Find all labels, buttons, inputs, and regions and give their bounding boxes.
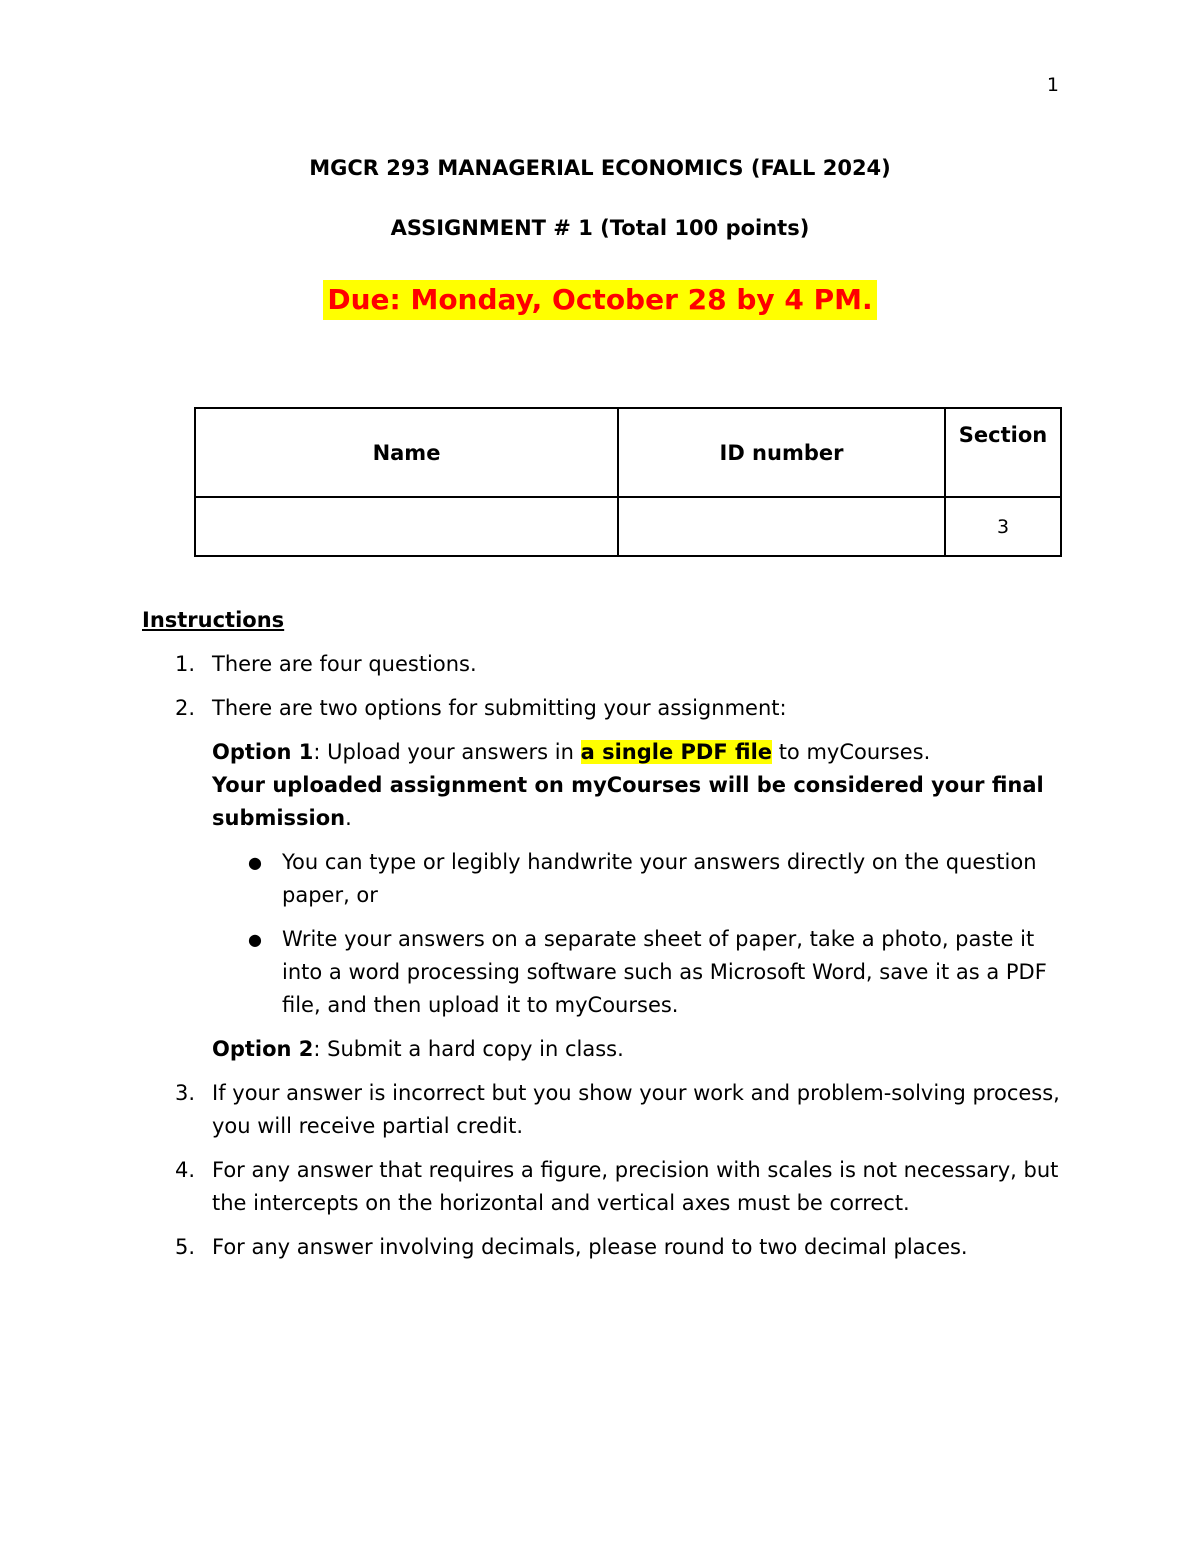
id-cell[interactable] xyxy=(618,497,945,556)
option-1-block xyxy=(212,736,1062,835)
item-number: 4. xyxy=(175,1158,196,1182)
section-cell: 3 xyxy=(945,497,1061,556)
id-header: ID number xyxy=(618,408,945,497)
bullet-icon: ● xyxy=(248,930,262,949)
list-item xyxy=(142,692,1062,1066)
table-header-row xyxy=(195,408,1061,497)
item-text: If your answer is incorrect but you show your work and problem-solving process, you will receive partial credit. xyxy=(212,1081,1060,1138)
list-item xyxy=(142,1154,1062,1220)
instructions-list xyxy=(142,648,1062,1275)
bullet-text: Write your answers on a separate sheet of paper, take a photo, paste it into a word processing software such as Microsoft Word, save it as a PDF file, and then upload it to myCourses. xyxy=(282,927,1047,1017)
section-header: Section xyxy=(945,408,1061,497)
option-2-label: Option 2 xyxy=(212,1037,314,1061)
name-header: Name xyxy=(195,408,618,497)
page-number: 1 xyxy=(1046,74,1059,96)
bullet-icon: ● xyxy=(248,853,262,872)
final-submission-period: . xyxy=(345,806,352,830)
list-item xyxy=(142,1077,1062,1143)
course-title: MGCR 293 MANAGERIAL ECONOMICS (FALL 2024) xyxy=(309,156,891,180)
bullet-item xyxy=(212,846,1062,912)
item-number: 2. xyxy=(175,696,196,720)
option-2-block xyxy=(212,1033,1062,1066)
option-1-text-pre: : Upload your answers in xyxy=(313,740,581,764)
bullet-item xyxy=(212,923,1062,1022)
list-item xyxy=(142,648,1062,681)
table-row xyxy=(195,497,1061,556)
student-info-table xyxy=(194,407,1062,557)
option-1-text-post: to myCourses. xyxy=(772,740,931,764)
assignment-title: ASSIGNMENT # 1 (Total 100 points) xyxy=(390,216,810,240)
bullet-text: You can type or legibly handwrite your answers directly on the question paper, or xyxy=(282,850,1037,907)
item-number: 3. xyxy=(175,1081,196,1105)
item-text: There are two options for submitting your assignment: xyxy=(212,696,787,720)
option-2-text: : Submit a hard copy in class. xyxy=(313,1037,624,1061)
list-item xyxy=(142,1231,1062,1264)
item-text: For any answer involving decimals, please round to two decimal places. xyxy=(212,1235,968,1259)
option-1-bullets xyxy=(212,846,1062,1022)
final-submission-note: Your uploaded assignment on myCourses will be considered your final submission xyxy=(212,773,1044,830)
due-date: Due: Monday, October 28 by 4 PM. xyxy=(323,280,876,320)
option-1-label: Option 1 xyxy=(212,740,314,764)
item-text: There are four questions. xyxy=(212,652,477,676)
item-number: 1. xyxy=(175,652,196,676)
pdf-highlight: a single PDF file xyxy=(580,740,773,764)
item-text: For any answer that requires a figure, precision with scales is not necessary, but the intercepts on the horizontal and vertical axes must be correct. xyxy=(212,1158,1059,1215)
item-number: 5. xyxy=(175,1235,196,1259)
instructions-heading: Instructions xyxy=(142,608,285,632)
due-date-container xyxy=(0,280,1200,320)
name-cell[interactable] xyxy=(195,497,618,556)
